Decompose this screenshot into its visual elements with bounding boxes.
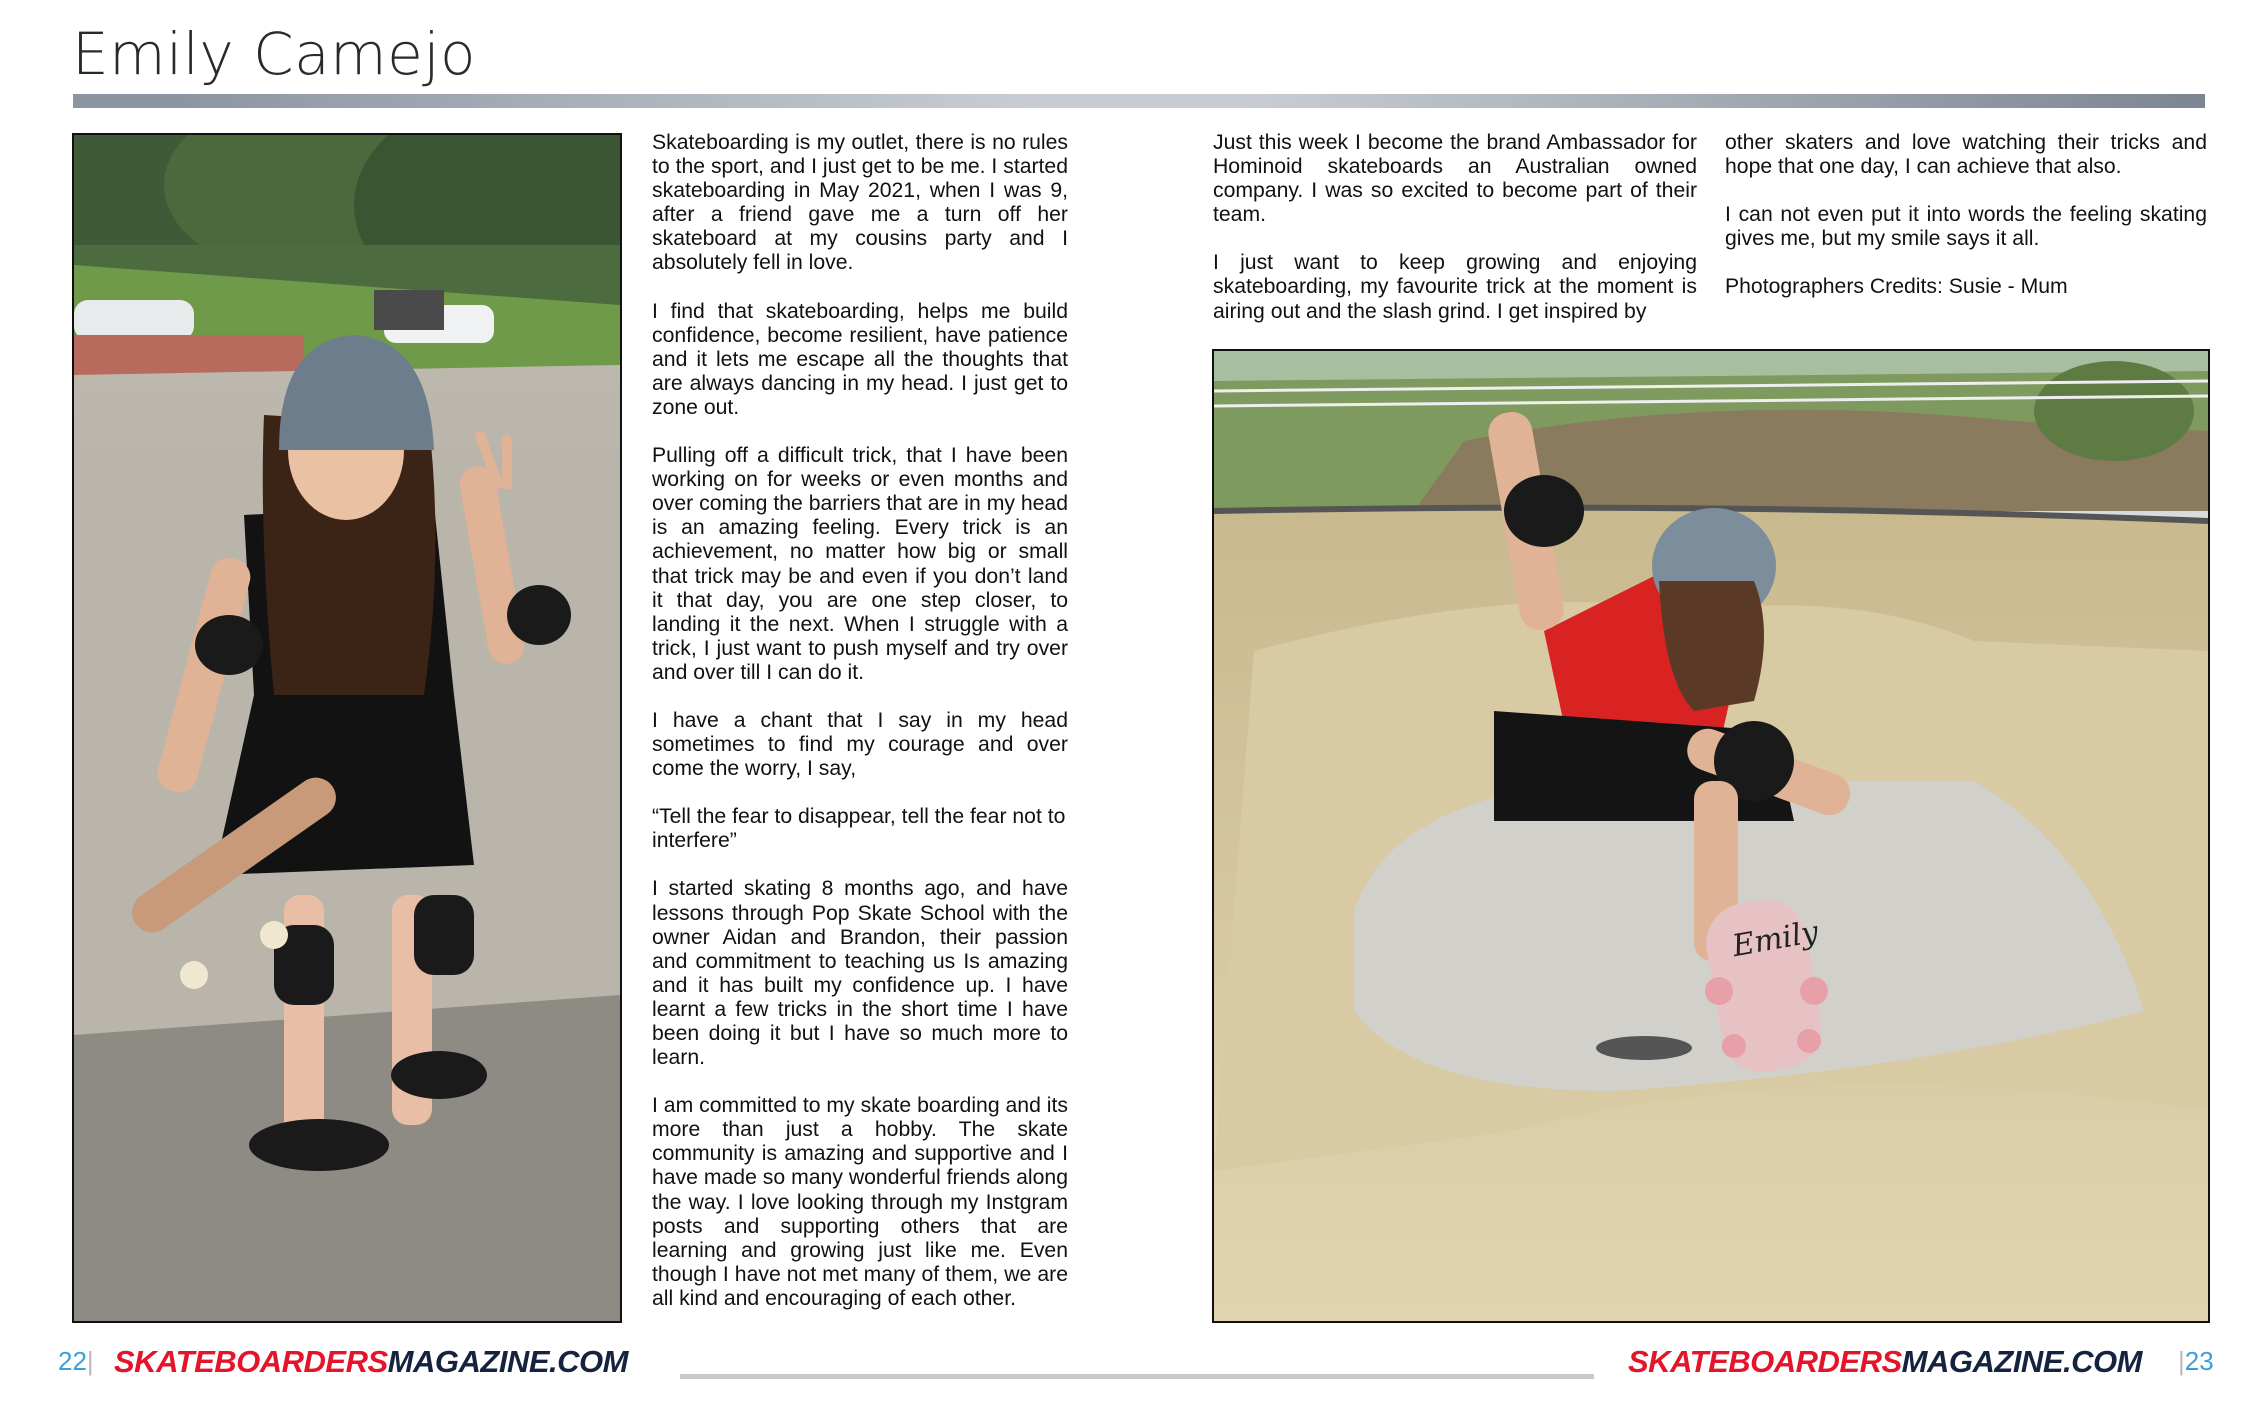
paragraph: Just this week I become the brand Ambassador for Hominoid skateboards an Australian owned company. I was so excited to become part of their team. — [1213, 131, 1697, 227]
paragraph: I am committed to my skate boarding and its more than just a hobby. The skate community is amazing and supportive and I have made so many wonderful friends along the way. I love looking through my Instgram posts and supporting others that are learning and growing just like me. Even though I have not met many of them, we are all kind and encouraging of each other. — [652, 1094, 1068, 1310]
girl-with-skateboard-illustration — [74, 135, 620, 1321]
page-number-23: 23 — [2184, 1346, 2214, 1376]
paragraph: I have a chant that I say in my head sometimes to find my courage and over come the worry, I say, — [652, 708, 1068, 781]
brand-blue-text: MAGAZINE.COM — [387, 1344, 628, 1379]
brand-blue-text: MAGAZINE.COM — [1901, 1344, 2142, 1379]
right-photo — [1212, 349, 2210, 1323]
paragraph: Pulling off a difficult trick, that I have been working on for weeks or even months and over coming the barriers that are in my head is an amazing feeling. Every trick is an achievement, no matter how big or small that trick may be and even if you don’t land it that day, you are one step closer, to landing it the next. When I struggle with a trick, I just want to push myself and try over and over till I can do it. — [652, 444, 1068, 684]
skateboard-trick-illustration — [1214, 351, 2208, 1321]
page-title: Emily Camejo — [72, 20, 476, 88]
left-page-number — [58, 1346, 94, 1377]
board-text: Emily — [1729, 914, 1822, 965]
paragraph: I started skating 8 months ago, and have lessons through Pop Skate School with the owner Aidan and Brandon, their passion and commitment to teaching us Is amazing and it has built my confidence up. I have learnt a few tricks in the short time I have been doing it but I have so much more to learn. — [652, 877, 1068, 1070]
paragraph: I find that skateboarding, helps me build confidence, become resilient, have patience and it lets me escape all the thoughts that are always dancing in my head. I just get to zone out. — [652, 299, 1068, 419]
left-photo — [72, 133, 622, 1323]
footer-brand-right[interactable] — [1628, 1344, 2142, 1380]
footer-separator: | — [2178, 1346, 2185, 1376]
photo-credits: Photographers Credits: Susie - Mum — [1725, 275, 2068, 299]
footer-separator: | — [86, 1346, 94, 1376]
footer-divider — [680, 1374, 1594, 1379]
quote-paragraph: “Tell the fear to disappear, tell the fear not to interfere” — [652, 805, 1066, 853]
title-divider-bar — [73, 94, 2205, 108]
paragraph: other skaters and love watching their tricks and hope that one day, I can achieve that also. — [1725, 131, 2207, 179]
brand-red-text: SKATEBOARDERS — [1628, 1344, 1902, 1379]
paragraph: I just want to keep growing and enjoying skateboarding, my favourite trick at the moment is airing out and the slash grind. I get inspired by — [1213, 251, 1697, 323]
footer-brand-left[interactable] — [114, 1344, 628, 1380]
article-column-1 — [652, 131, 1068, 1335]
paragraph: I can not even put it into words the feeling skating gives me, but my smile says it all. — [1725, 203, 2207, 251]
brand-red-text: SKATEBOARDERS — [114, 1344, 388, 1379]
right-page-number — [2178, 1346, 2214, 1377]
article-column-3 — [1725, 131, 2207, 323]
page-number-22: 22 — [58, 1346, 87, 1376]
article-column-2 — [1213, 131, 1697, 348]
paragraph: Skateboarding is my outlet, there is no rules to the sport, and I just get to be me. I started skateboarding in May 2021, when I was 9, after a friend gave me a turn off her skateboard at my cousins party and I absolutely fell in love. — [652, 131, 1068, 275]
